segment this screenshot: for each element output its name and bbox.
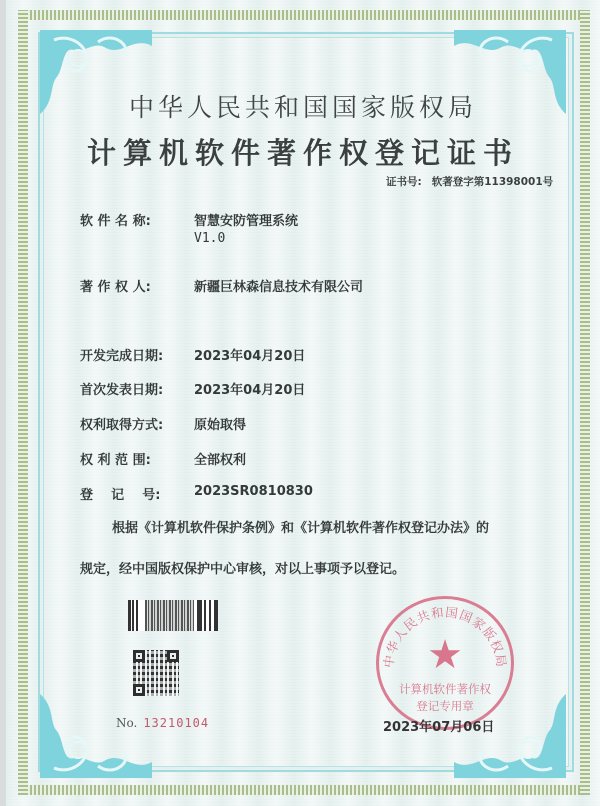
field-copyright-owner bbox=[80, 276, 363, 295]
official-seal bbox=[376, 596, 514, 730]
corner-ornament-bottom-left-icon bbox=[34, 692, 154, 782]
field-value: 2023年04月20日 bbox=[194, 349, 306, 364]
field-rights-acquisition bbox=[80, 414, 246, 433]
serial-number bbox=[116, 716, 209, 730]
seal-line-2: 登记专用章 bbox=[416, 699, 474, 713]
field-software-name bbox=[80, 210, 298, 246]
field-label: 软 件 名 称: bbox=[80, 214, 151, 229]
field-value bbox=[194, 210, 298, 246]
seal-line-1: 计算机软件著作权 bbox=[399, 682, 491, 696]
certificate-number-label: 证书号: bbox=[386, 176, 422, 188]
field-label: 权 利 范 围: bbox=[80, 453, 151, 468]
field-label: 著 作 权 人: bbox=[80, 280, 151, 295]
software-name-value: 智慧安防管理系统 bbox=[194, 214, 299, 229]
field-development-date bbox=[80, 345, 305, 364]
greek-key-border-top bbox=[18, 10, 588, 20]
field-value: 原始取得 bbox=[194, 418, 247, 433]
barcode bbox=[128, 600, 218, 631]
field-registration-number bbox=[80, 484, 313, 503]
field-first-publication-date bbox=[80, 379, 305, 398]
software-version-value: V1.0 bbox=[194, 231, 226, 246]
statement-line-1: 根据《计算机软件保护条例》和《计算机软件著作权登记办法》的 bbox=[112, 521, 490, 536]
field-label: 登 记 号: bbox=[80, 488, 161, 503]
certificate-paper bbox=[6, 0, 600, 806]
certificate-number-value: 软著登字第11398001号 bbox=[431, 176, 554, 188]
certificate-title: 计算机软件著作权登记证书 bbox=[86, 136, 519, 170]
issue-date: 2023年07月06日 bbox=[383, 720, 495, 735]
field-label: 首次发表日期: bbox=[80, 383, 164, 398]
svg-text:中华人民共和国国家版权局: 中华人民共和国国家版权局 bbox=[380, 604, 510, 669]
field-value: 2023年04月20日 bbox=[194, 383, 306, 398]
star-icon: ★ bbox=[427, 632, 463, 678]
serial-prefix: No. bbox=[116, 716, 138, 730]
field-label: 开发完成日期: bbox=[80, 349, 164, 364]
serial-value: 13210104 bbox=[143, 716, 210, 730]
field-rights-scope bbox=[80, 449, 246, 468]
certificate-number bbox=[386, 174, 553, 189]
greek-key-border-right bbox=[580, 10, 590, 795]
statement-line-2: 规定，经中国版权保护中心审核，对以上事项予以登记。 bbox=[80, 562, 406, 577]
qr-code bbox=[133, 650, 179, 696]
field-label: 权利取得方式: bbox=[80, 418, 164, 433]
field-value: 全部权利 bbox=[194, 453, 247, 468]
field-value: 新疆巨林森信息技术有限公司 bbox=[194, 280, 364, 295]
registration-statement bbox=[80, 508, 560, 590]
field-value: 2023SR0810830 bbox=[194, 484, 313, 499]
greek-key-border-left bbox=[18, 10, 28, 795]
issuer-title: 中华人民共和国国家版权局 bbox=[128, 93, 477, 122]
greek-key-border-bottom bbox=[18, 785, 588, 795]
